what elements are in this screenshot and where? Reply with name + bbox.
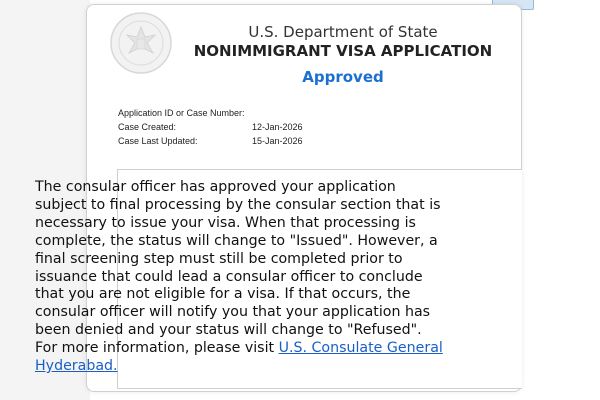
case-created-value: 12-Jan-2026 [252,122,303,132]
agency-name: U.S. Department of State [248,23,438,41]
case-updated-label: Case Last Updated: [118,136,198,146]
status-label: Approved [302,68,384,86]
case-updated-value: 15-Jan-2026 [252,136,303,146]
consulate-link[interactable]: U.S. Consulate General Hyderabad. [35,340,443,375]
application-id-label: Application ID or Case Number: [118,108,245,118]
page-title: NONIMMIGRANT VISA APPLICATION [193,42,493,60]
department-of-state-seal-icon [109,11,173,75]
status-message [35,179,445,376]
case-created-label: Case Created: [118,122,177,132]
status-message-text: The consular officer has approved your application subject to final processing by the consular section that is necessary to issue your visa. When that processing is complete, the status will change to "Issued". However, a final screening step must still be completed prior to issuance that could lead a consular officer to conclude that you are not eligible for a visa. If that occurs, the consular officer will notify you that your application has been denied and your status will change to "Refused". For more information, please visit [35,179,441,357]
